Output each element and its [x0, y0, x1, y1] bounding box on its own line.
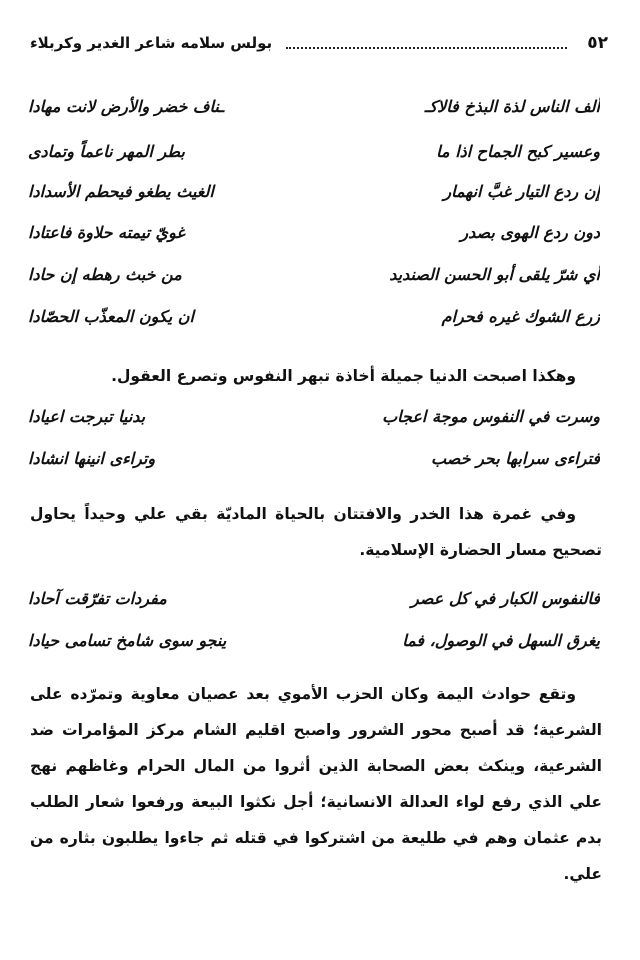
poem-couplet: [28, 300, 600, 334]
page-number: ٥٢: [587, 33, 608, 53]
couplet-second-hemistich: بدنيا تبرجت اعيادا: [28, 407, 146, 426]
poem-couplet: [28, 135, 600, 169]
couplet-first-hemistich: إن ردع التيار غبَّ انهمار: [443, 182, 600, 201]
couplet-second-hemistich: ينجو سوى شامخ تسامى حيادا: [28, 631, 227, 650]
running-title: بولس سلامه شاعر الغدير وكربلاء: [30, 34, 273, 52]
couplet-second-hemistich: ـناف خضر والأرض لانت مهادا: [28, 97, 224, 116]
couplet-first-hemistich: فالنفوس الكبار في كل عصر: [411, 589, 600, 608]
couplet-first-hemistich: وعسير كبح الجماح اذا ما: [436, 142, 600, 161]
poem-couplet: [28, 582, 600, 616]
prose-paragraph: وفي غمرة هذا الخدر والافتتان بالحياة الماديّة بقي علي وحيداً يحاول تصحيح مسار الحضارة الإسلامية.: [30, 505, 602, 559]
prose-paragraph: وتقع حوادث اليمة وكان الحزب الأموي بعد عصيان معاوية وتمرّده على الشرعية؛ قد أصبح محور الشرور واصبح اقليم الشام مركز المؤامرات ضد الشرعية، وينكث بعض الصحابة الذين أثروا من المال الحرام وغاظهم نهج علي الذي رفع لواء العدالة الانسانية؛ أجل نكثوا البيعة ورفعوا شعار الطلب بدم عثمان وهم في طليعة من اشتركوا في قتله ثم جاءوا يطلبون بثاره من علي.: [30, 685, 602, 883]
poem-couplet: [28, 624, 600, 658]
couplet-second-hemistich: مفردات تفرّقت آحادا: [28, 589, 167, 608]
poem-couplet: [28, 442, 600, 476]
couplet-first-hemistich: وسرت في النفوس موجة اعجاب: [382, 407, 600, 426]
poem-couplet: [28, 90, 600, 124]
couplet-second-hemistich: غويّ تيمته حلاوة فاعتادا: [28, 223, 185, 242]
running-header: [30, 28, 608, 58]
prose-paragraph: وهكذا اصبحت الدنيا جميلة أخاذة تبهر النفوس وتصرع العقول.: [111, 367, 576, 385]
couplet-first-hemistich: يغرق السهل في الوصول، فما: [402, 631, 600, 650]
couplet-first-hemistich: أي شرّ يلقى أبو الحسن الصنديد: [389, 265, 600, 284]
couplet-first-hemistich: دون ردع الهوى بصدر: [460, 223, 600, 242]
couplet-first-hemistich: فتراءى سرابها بحر خصب: [431, 449, 600, 468]
poem-couplet: [28, 400, 600, 434]
couplet-second-hemistich: ان يكون المعذّب الحصّادا: [28, 307, 194, 326]
poem-couplet: [28, 258, 600, 292]
couplet-second-hemistich: من خبث رهطه إن حادا: [28, 265, 182, 284]
header-dot-leader: [286, 37, 567, 49]
poem-couplet: [28, 216, 600, 250]
couplet-second-hemistich: الغيث يطغو فيحطم الأسدادا: [28, 182, 214, 201]
couplet-second-hemistich: وتراءى انينها انشادا: [28, 449, 156, 468]
couplet-first-hemistich: زرع الشوك غيره فحرام: [441, 307, 600, 326]
couplet-second-hemistich: بطر المهر ناعماً وتمادى: [28, 142, 185, 161]
poem-couplet: [28, 175, 600, 209]
couplet-first-hemistich: ألف الناس لذة البذخ فالاكـ: [424, 97, 600, 116]
